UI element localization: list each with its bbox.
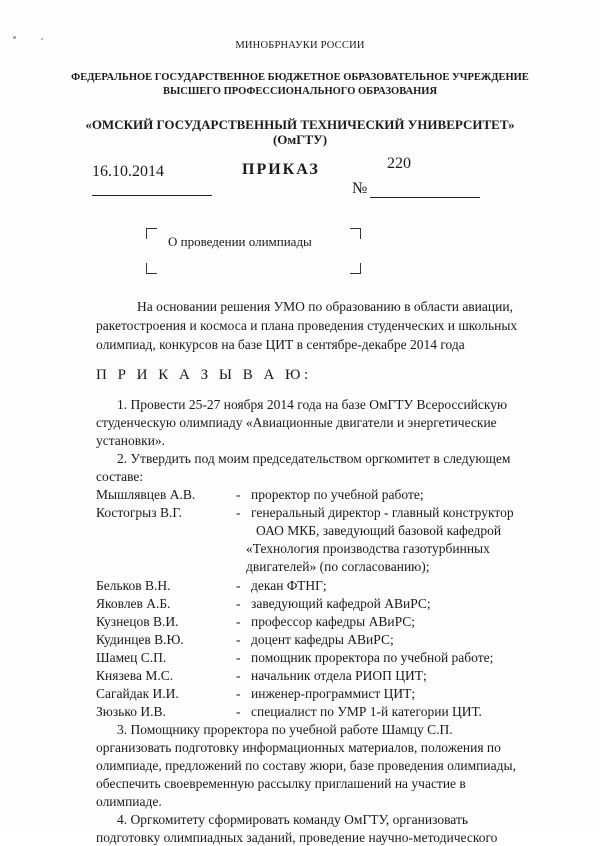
committee-member-name: Мышлявцев А.В.: [96, 487, 196, 502]
item3-line: обеспечить своевременную рассылку приглашений на участие в: [96, 776, 466, 791]
item4-line: подготовку олимпиадных заданий, проведение научно-методического: [96, 830, 498, 845]
item4-line: 4. Оргкомитету сформировать команду ОмГТУ, организовать: [117, 812, 468, 827]
committee-member-role: декан ФТНГ;: [251, 578, 327, 593]
scan-mark: [13, 36, 16, 39]
number-underline: [370, 197, 480, 198]
committee-dash: -: [236, 614, 241, 629]
university-abbreviation: (ОмГТУ): [272, 132, 328, 147]
committee-member-role: начальник отдела РИОП ЦИТ;: [251, 668, 427, 683]
committee-member-role: генеральный директор - главный конструктор: [251, 505, 514, 520]
order-number: 220: [387, 155, 411, 172]
committee-member-role: инженер-программист ЦИТ;: [251, 686, 416, 701]
committee-dash: -: [236, 668, 241, 683]
committee-member-role: «Технология производства газотурбинных: [246, 541, 490, 556]
item3-line: организовать подготовку информационных материалов, положения по: [96, 740, 501, 755]
committee-member-name: Бельков В.Н.: [96, 578, 171, 593]
ministry-name: МИНОБРНАУКИ РОССИИ: [235, 40, 365, 51]
institution-type-line1: ФЕДЕРАЛЬНОЕ ГОСУДАРСТВЕННОЕ БЮДЖЕТНОЕ ОБРАЗОВАТЕЛЬНОЕ УЧРЕЖДЕНИЕ: [71, 72, 529, 83]
preamble-line: ракетостроения и космоса и плана проведения студенческих и школьных: [96, 318, 518, 333]
institution-type-line2: ВЫСШЕГО ПРОФЕССИОНАЛЬНОГО ОБРАЗОВАНИЯ: [162, 86, 438, 97]
order-subject: О проведении олимпиады: [168, 234, 312, 249]
item1-line: студенческую олимпиаду «Авиационные двигатели и энергетические: [96, 415, 497, 430]
item2-line: составе:: [96, 469, 144, 484]
bracket-top-left: [146, 228, 157, 239]
committee-member-role: специалист по УМР 1-й категории ЦИТ.: [251, 704, 482, 719]
preamble-line: На основании решения УМО по образованию в области авиации,: [137, 299, 513, 314]
item3-line: олимпиаде, предложений по составу жюри, базе проведения олимпиады,: [96, 758, 516, 773]
committee-dash: -: [236, 578, 241, 593]
committee-dash: -: [236, 596, 241, 611]
committee-dash: -: [236, 632, 241, 647]
committee-member-role: ОАО МКБ, заведующий базовой кафедрой: [256, 523, 502, 538]
date-underline: [92, 195, 212, 196]
committee-member-name: Князева М.С.: [96, 668, 174, 683]
university-name: «ОМСКИЙ ГОСУДАРСТВЕННЫЙ ТЕХНИЧЕСКИЙ УНИВЕРСИТЕТ»: [85, 117, 515, 132]
order-title: ПРИКАЗ: [242, 161, 320, 178]
committee-dash: -: [236, 650, 241, 665]
item3-line: олимпиаде.: [96, 794, 162, 809]
committee-dash: -: [236, 704, 241, 719]
committee-dash: -: [236, 686, 241, 701]
committee-member-role: профессор кафедры АВиРС;: [251, 614, 416, 629]
bracket-bottom-left: [146, 263, 157, 274]
committee-member-name: Яковлев А.Б.: [96, 596, 171, 611]
committee-member-name: Сагайдак И.И.: [96, 686, 179, 701]
committee-member-role: заведующий кафедрой АВиРС;: [251, 596, 431, 611]
committee-member-name: Зюзько И.В.: [96, 704, 166, 719]
committee-member-role: двигателей» (по согласованию);: [246, 559, 430, 574]
committee-dash: -: [236, 505, 241, 520]
item3-line: 3. Помощнику проректора по учебной работе Шамцу С.П.: [117, 722, 453, 737]
preamble-line: олимпиад, конкурсов на базе ЦИТ в сентябре-декабре 2014 года: [96, 337, 465, 352]
bracket-top-right: [350, 228, 361, 239]
committee-member-name: Костогрыз В.Г.: [96, 505, 182, 520]
order-date: 16.10.2014: [92, 163, 164, 180]
item2-line: 2. Утвердить под моим председательством оргкомитет в следующем: [117, 451, 511, 466]
item1-line: 1. Провести 25-27 ноября 2014 года на базе ОмГТУ Всероссийскую: [117, 397, 508, 412]
committee-member-name: Кузнецов В.И.: [96, 614, 179, 629]
committee-member-name: Кудинцев В.Ю.: [96, 632, 184, 647]
committee-member-role: помощник проректора по учебной работе;: [251, 650, 494, 665]
order-number-sign: №: [352, 180, 368, 197]
committee-member-role: проректор по учебной работе;: [251, 487, 424, 502]
order-directive-heading: П Р И К А З Ы В А Ю:: [96, 367, 312, 383]
committee-dash: -: [236, 487, 241, 502]
committee-member-role: доцент кафедры АВиРС;: [251, 632, 394, 647]
bracket-bottom-right: [350, 263, 361, 274]
committee-member-name: Шамец С.П.: [96, 650, 167, 665]
item1-line: установки».: [96, 433, 166, 448]
